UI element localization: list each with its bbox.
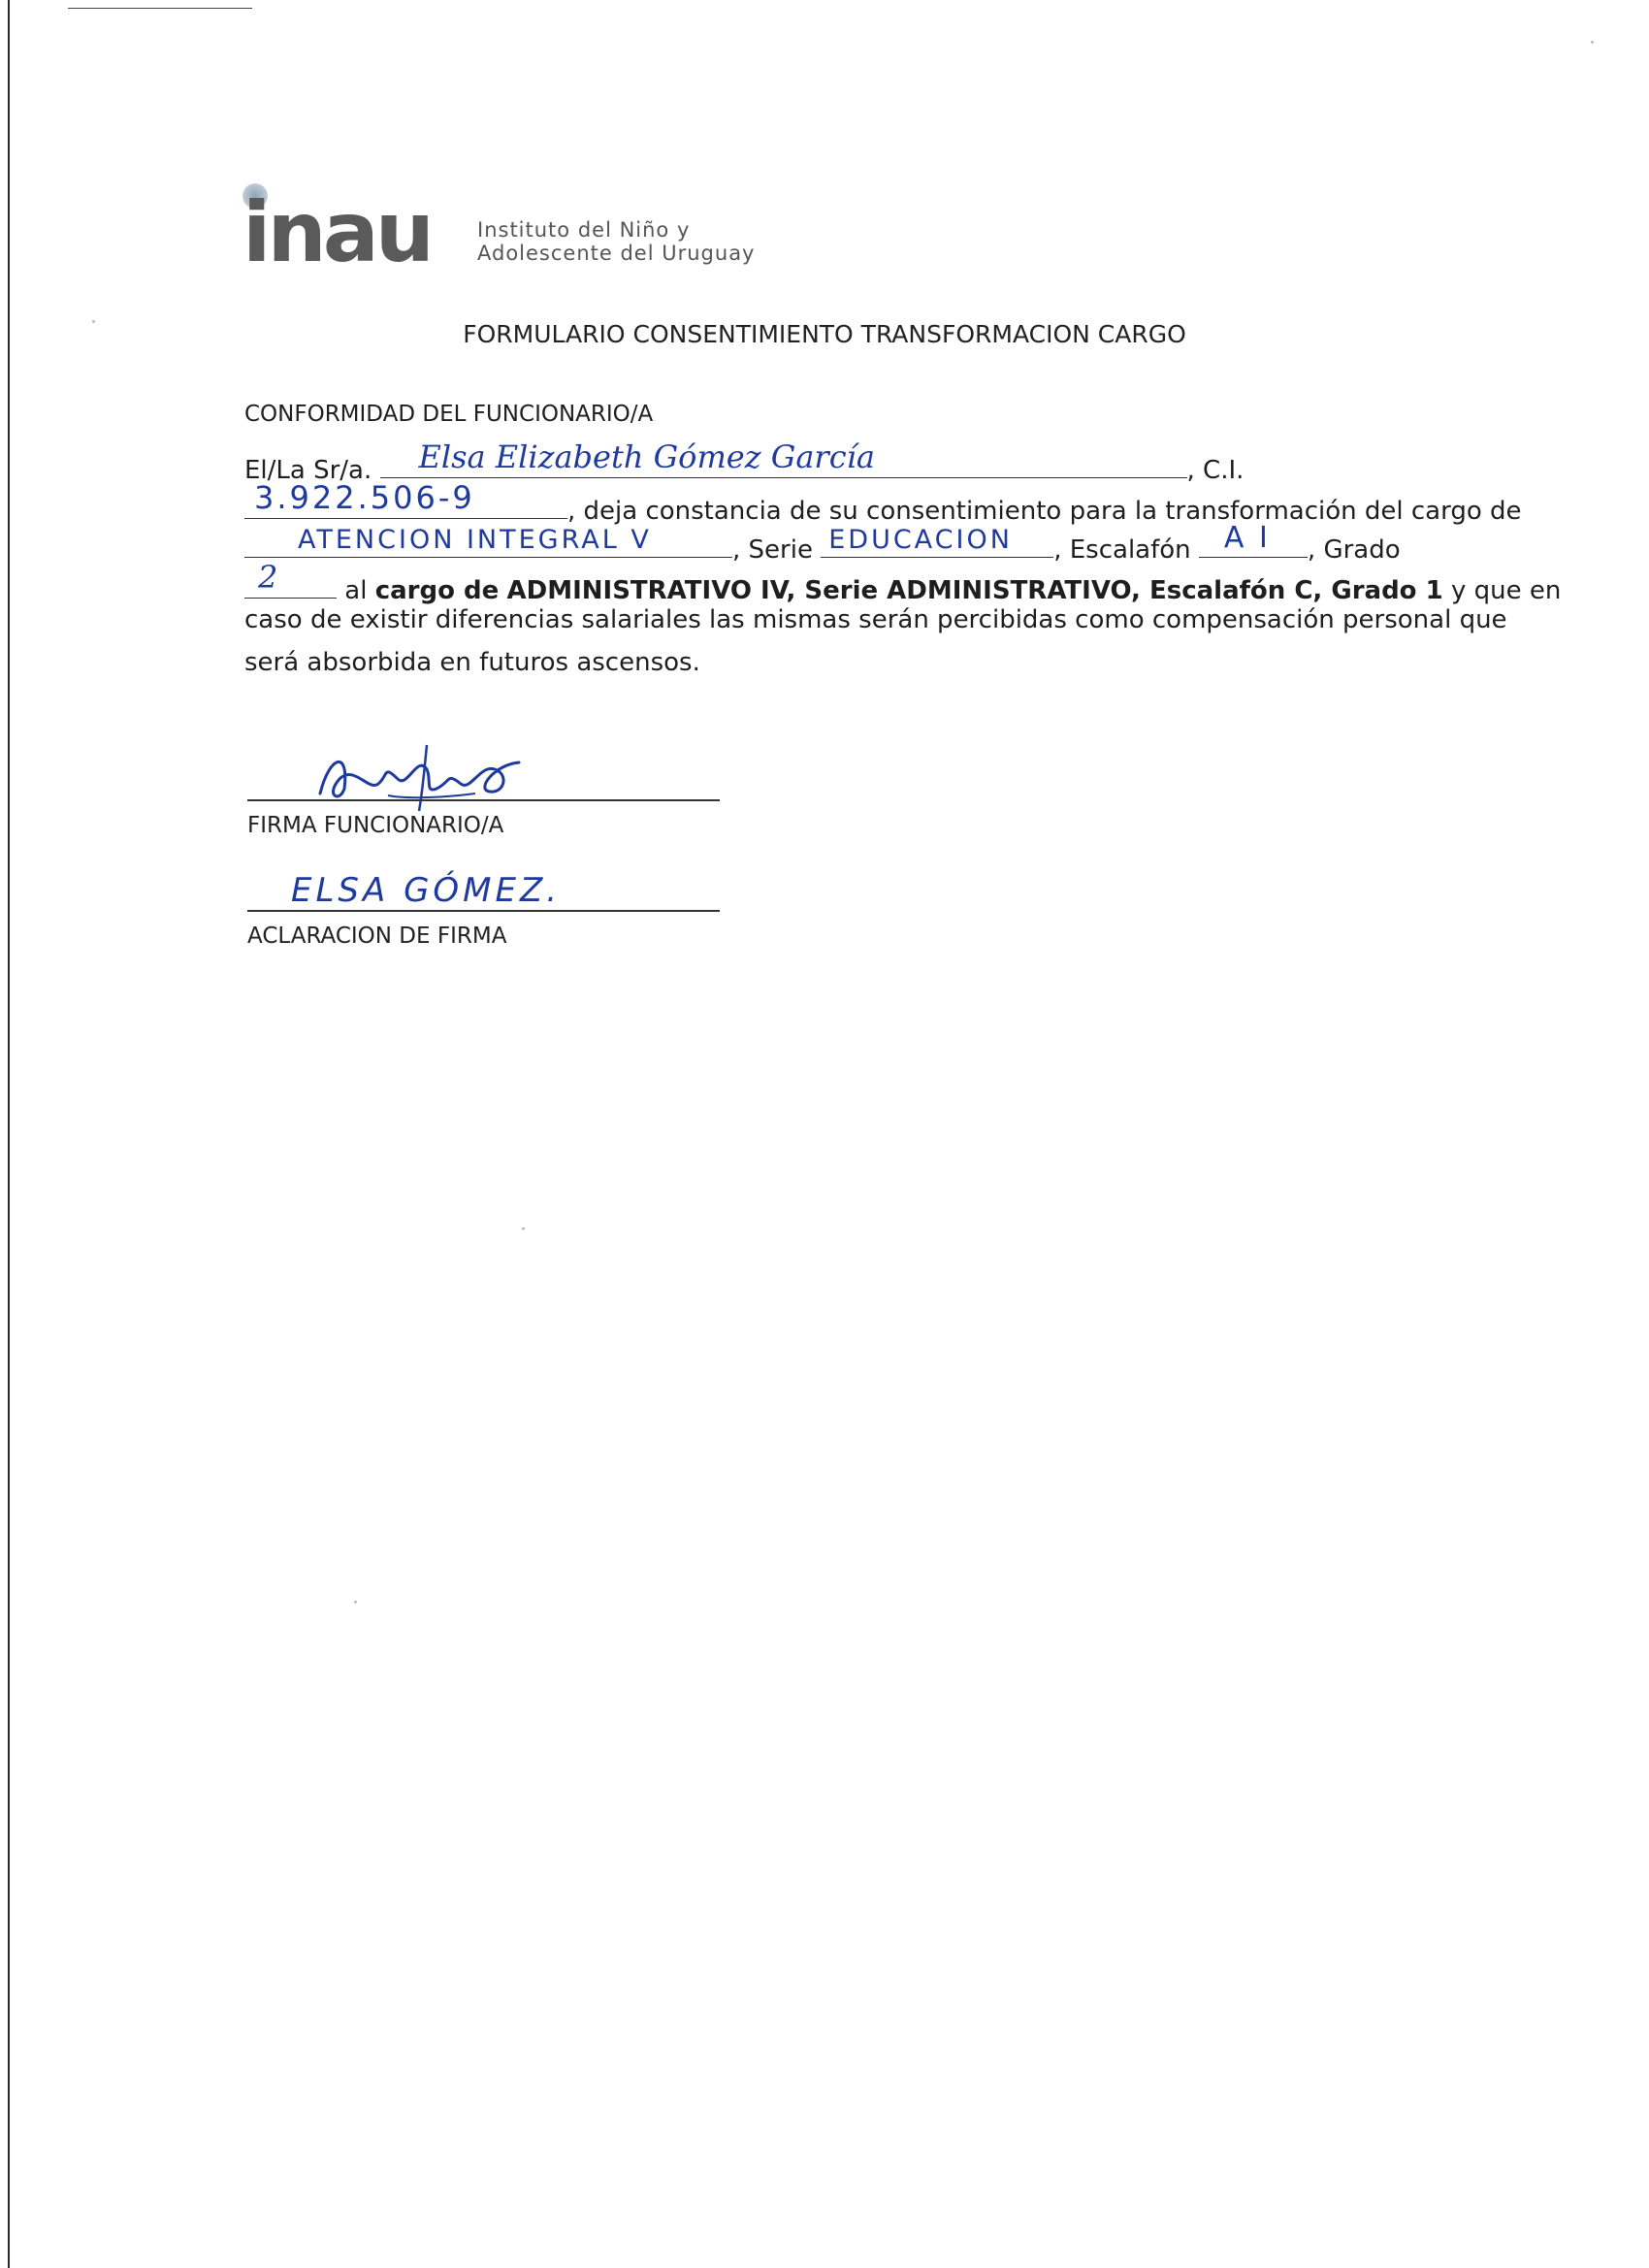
text-cargo-de: cargo de xyxy=(374,576,500,605)
cargo-field[interactable] xyxy=(244,524,732,558)
scan-speck xyxy=(1591,41,1594,44)
form-line-4 xyxy=(244,559,1562,605)
inau-logo xyxy=(242,184,824,281)
section-title: CONFORMIDAD DEL FUNCIONARIO/A xyxy=(244,402,654,427)
scan-speck xyxy=(92,320,95,323)
form-line-5: caso de existir diferencias salariales las mismas serán percibidas como compensación personal que xyxy=(244,605,1507,634)
logo-mark: inau xyxy=(242,184,431,281)
clarification-line xyxy=(247,910,720,912)
name-field[interactable] xyxy=(380,438,1187,478)
escalafon-value: A I xyxy=(1223,521,1271,555)
signature-line xyxy=(247,799,720,801)
label-grado: , Grado xyxy=(1307,535,1401,565)
text-consent: , deja constancia de su consentimiento para la transformación del cargo de xyxy=(567,497,1522,526)
name-value: Elsa Elizabeth Gómez García xyxy=(418,438,875,475)
grado-value: 2 xyxy=(258,559,278,596)
form-line-6: será absorbida en futuros ascensos. xyxy=(244,648,700,677)
clarification-label: ACLARACION DE FIRMA xyxy=(247,923,507,949)
serie-field[interactable] xyxy=(821,524,1053,558)
scan-speck xyxy=(522,1227,525,1230)
scan-speck xyxy=(354,1601,357,1604)
serie-value: EDUCACION xyxy=(828,525,1013,555)
text-y-que-en: y que en xyxy=(1450,576,1562,605)
label-escalafon: , Escalafón xyxy=(1053,535,1191,565)
text-al: al xyxy=(344,576,368,605)
logo-org-line1: Instituto del Niño y xyxy=(477,218,691,242)
logo-org-line2: Adolescente del Uruguay xyxy=(477,242,756,265)
ci-field[interactable] xyxy=(244,479,567,519)
label-sr: El/La Sr/a. xyxy=(244,456,372,485)
label-serie: , Serie xyxy=(732,535,813,565)
form-line-2 xyxy=(244,479,1522,526)
grado-field[interactable] xyxy=(244,559,337,599)
label-ci: , C.I. xyxy=(1186,456,1245,485)
ci-value: 3.922.506-9 xyxy=(254,479,475,516)
clarification-value: ELSA GÓMEZ. xyxy=(291,871,562,910)
form-title: FORMULARIO CONSENTIMIENTO TRANSFORMACION CARGO xyxy=(463,320,1186,348)
form-line-3 xyxy=(244,521,1505,565)
signature-scribble xyxy=(310,735,534,813)
escalafon-field[interactable] xyxy=(1199,521,1308,558)
text-new-cargo: ADMINISTRATIVO IV, Serie ADMINISTRATIVO, Escalafón C, Grado 1 xyxy=(506,576,1443,605)
signature-label: FIRMA FUNCIONARIO/A xyxy=(247,813,504,838)
cargo-value: ATENCION INTEGRAL V xyxy=(298,525,652,555)
scan-edge-top xyxy=(68,8,252,9)
logo-org-name xyxy=(477,218,755,265)
